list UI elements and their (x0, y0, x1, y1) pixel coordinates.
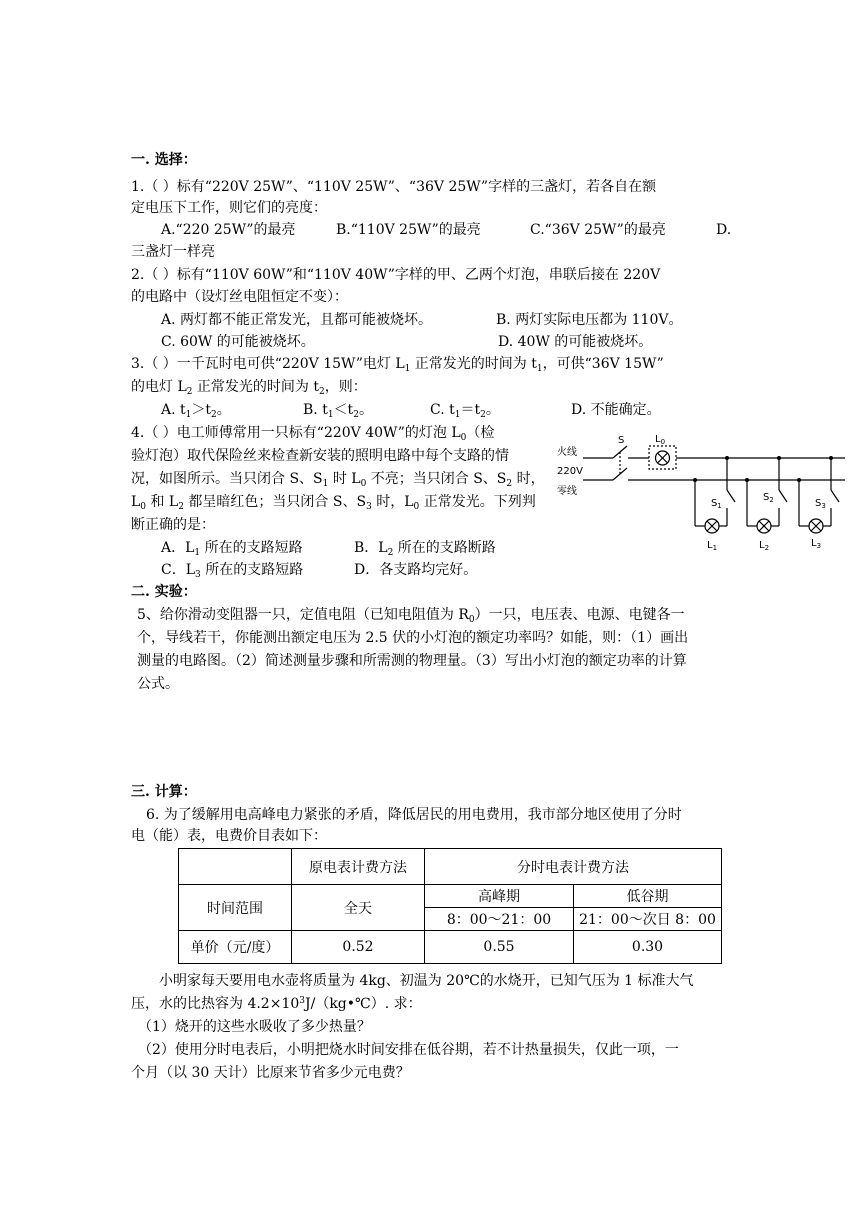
label-l1: $L_1$ (707, 540, 718, 552)
q4-option-a: A．$L_1$ 所在的支路短路 (161, 540, 303, 558)
q1-option-c: C.“36V 25W”的最亮 (530, 222, 666, 238)
electricity-price-table (178, 848, 722, 964)
cell-price-peak: 0.55 (425, 931, 574, 964)
q5-line1: 5、给你滑动变阻器一只，定值电阻（已知电阻值为 $R_0$）一只，电压表、电源、电键各一 (137, 607, 685, 625)
circuit-diagram (555, 428, 850, 558)
q1-option-d: D. (716, 222, 732, 238)
cell-peak-time: 8：00～21：00 (425, 908, 574, 931)
header-tou-method: 分时电表计费方法 (425, 849, 722, 885)
q2-option-b: B. 两灯实际电压都为 110V。 (496, 312, 683, 328)
row-label-unit-price: 单价（元/度） (179, 931, 292, 964)
q6-paragraph-line2: 压，水的比热容为 $4.2\times 10^3J/(kg•℃)$. 求： (131, 996, 422, 1012)
label-neutral: 零线 (557, 486, 577, 497)
label-l0: $L_0$ (655, 434, 666, 446)
q4-line1: 4.（ ）电工师傅常用一只标有“220V 40W”的灯泡 $L_0$（检 (131, 425, 495, 443)
table-corner (179, 849, 292, 885)
row-label-time-range: 时间范围 (179, 885, 292, 931)
cell-valley-time: 21：00～次日 8：00 (574, 908, 722, 931)
q4-option-d: D．各支路均完好。 (354, 562, 478, 578)
q6-subquestion-1: （1）烧开的这些水吸收了多少热量？ (138, 1019, 371, 1035)
q6-paragraph-line1: 小明家每天要用电水壶将质量为 4kg、初温为 20℃的水烧开，已知气压为 1 标准大气 (159, 973, 694, 989)
q5-line3: 测量的电路图。（2）简述测量步骤和所需测的物理量。（3）写出小灯泡的额定功率的计算 (137, 653, 687, 669)
cell-all-day: 全天 (292, 885, 425, 931)
header-original-method: 原电表计费方法 (292, 849, 425, 885)
q1-option-d-text: 三盏灯一样亮 (131, 244, 215, 260)
q4-line4: $L_0$ 和 $L_2$ 都呈暗红色；当只闭合 S、$S_3$ 时，$L_0$ 正常发光。下列判 (131, 494, 536, 512)
label-s2: $S_2$ (763, 492, 774, 504)
label-switch-s: S (618, 435, 625, 446)
header-peak: 高峰期 (425, 885, 574, 908)
q4-line5: 断正确的是： (131, 517, 215, 533)
q1-line1: 1.（ ）标有“220V 25W”、“110V 25W”、“36V 25W”字样的三盏灯，若各自在额 (131, 179, 657, 195)
label-l2: $L_2$ (759, 540, 770, 552)
q3-line1: 3.（ ）一千瓦时电可供“220V 15W”电灯 $L_1$ 正常发光的时间为 $t_1$，可供“36V 15W” (131, 356, 664, 374)
label-voltage: 220V (557, 466, 583, 477)
q3-option-b: B. $t_1<t_2$。 (303, 402, 373, 420)
q3-option-c: C. $t_1=t_2$。 (430, 402, 500, 420)
header-valley: 低谷期 (574, 885, 722, 908)
q2-line1: 2.（ ）标有“110V 60W”和“110V 40W”字样的甲、乙两个灯泡，串联后接在 220V (131, 267, 661, 283)
q3-option-d: D. 不能确定。 (571, 402, 661, 418)
q5-line4: 公式。 (137, 676, 179, 692)
cell-price-valley: 0.30 (574, 931, 722, 964)
q6-line1: 6. 为了缓解用电高峰电力紧张的矛盾，降低居民的用电费用，我市部分地区使用了分时 (146, 807, 682, 823)
q2-option-d: D. 40W 的可能被烧坏。 (498, 334, 653, 350)
cell-price-original: 0.52 (292, 931, 425, 964)
q3-option-a: A. $t_1>t_2$。 (161, 402, 231, 420)
q3-line2: 的电灯 $L_2$ 正常发光的时间为 $t_2$，则： (131, 379, 367, 397)
q6-subquestion-2-line2: 个月（以 30 天计）比原来节省多少元电费？ (131, 1065, 410, 1081)
section-heading-choice: 一. 选择： (131, 152, 197, 168)
q2-line2: 的电路中（设灯丝电阻恒定不变）： (131, 289, 348, 305)
q5-line2: 个，导线若干，你能测出额定电压为 2.5 伏的小灯泡的额定功率吗？如能，则：（1）画出 (137, 630, 689, 646)
q1-option-a: A.“220 25W”的最亮 (161, 222, 296, 238)
q4-line2: 验灯泡）取代保险丝来检查新安装的照明电路中每个支路的情 (131, 448, 509, 464)
q2-option-a: A. 两灯都不能正常发光，且都可能被烧坏。 (161, 312, 433, 328)
label-s3: $S_3$ (815, 498, 826, 510)
section-heading-calculation: 三. 计算： (131, 784, 197, 800)
q4-line3: 况，如图所示。当只闭合 S、$S_1$ 时 $L_0$ 不亮；当只闭合 S、$S_2$ 时， (131, 471, 545, 489)
section-heading-experiment: 二. 实验： (131, 584, 197, 600)
q4-option-c: C．$L_3$ 所在的支路短路 (161, 562, 304, 580)
label-s1: $S_1$ (711, 498, 722, 510)
label-l3: $L_3$ (811, 538, 822, 550)
q4-option-b: B．$L_2$ 所在的支路断路 (354, 540, 496, 558)
q1-option-b: B.“110V 25W”的最亮 (336, 222, 481, 238)
q6-subquestion-2-line1: （2）使用分时电表后，小明把烧水时间安排在低谷期，若不计热量损失，仅此一项，一 (138, 1042, 679, 1058)
label-live: 火线 (557, 447, 577, 458)
q6-line2: 电（能）表，电费价目表如下： (131, 828, 327, 844)
q1-line2: 定电压下工作，则它们的亮度： (131, 200, 327, 216)
q2-option-c: C. 60W 的可能被烧坏。 (161, 334, 315, 350)
